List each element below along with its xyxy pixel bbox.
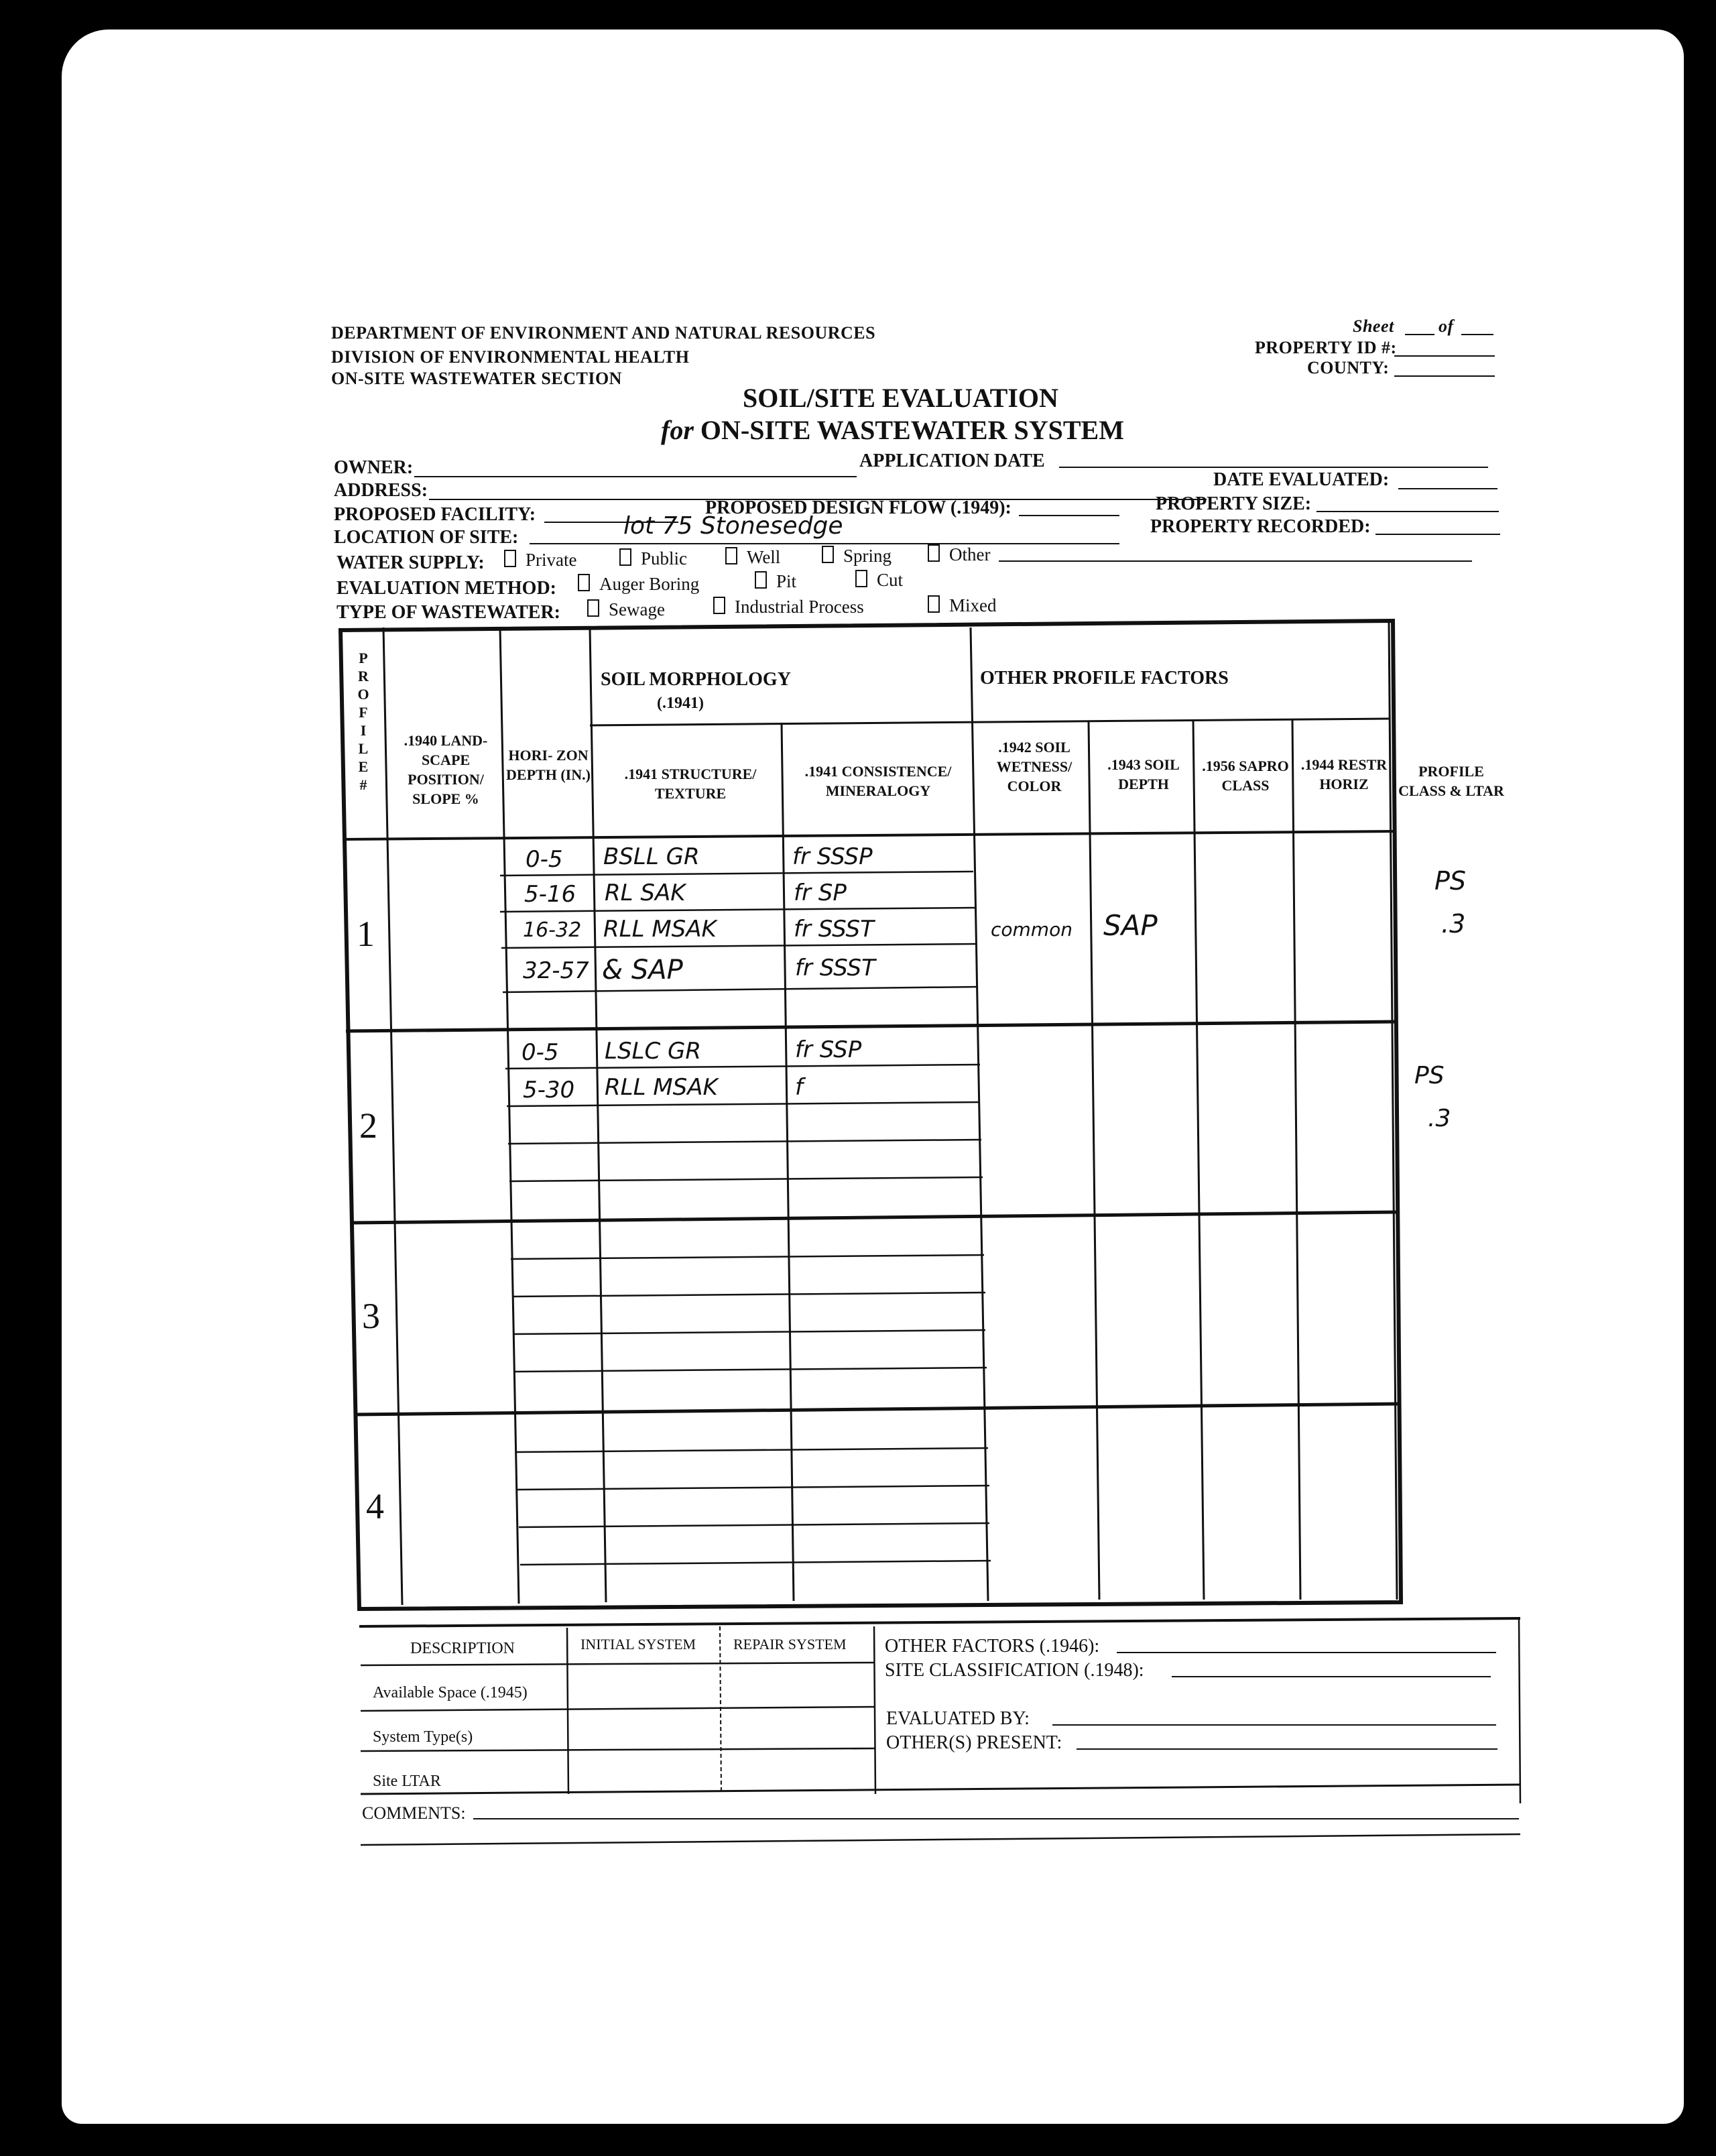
p1-row2-structure: RL SAK: [605, 880, 686, 906]
auger-boring-text: Auger Boring: [599, 574, 700, 594]
evaluation-method-label: EVALUATION METHOD:: [336, 578, 557, 599]
other-factors-label: OTHER FACTORS (.1946):: [885, 1636, 1100, 1657]
col-header-profile: [350, 649, 377, 794]
others-present-field[interactable]: [1077, 1748, 1497, 1750]
p1-row1-structure: BSLL GR: [603, 843, 700, 870]
col-header-landscape: .1940 LAND- SCAPE POSITION/ SLOPE %: [404, 732, 488, 807]
site-classification-field[interactable]: [1172, 1676, 1491, 1677]
p1-row1-depth: 0-5: [526, 846, 563, 873]
subtitle-for: for: [661, 415, 694, 445]
property-size-label: PROPERTY SIZE:: [1156, 493, 1312, 514]
bottom-row-site-ltar: Site LTAR: [373, 1773, 441, 1790]
water-well-text: Well: [747, 547, 781, 567]
mixed-text: Mixed: [949, 595, 997, 615]
bottom-row-system-type: System Type(s): [373, 1728, 473, 1746]
sheet-of-label: of: [1438, 316, 1454, 336]
location-label: LOCATION OF SITE:: [334, 527, 519, 548]
col-header-sapro: .1956 SAPRO CLASS: [1202, 758, 1289, 794]
water-private-text: Private: [526, 550, 577, 570]
p2-row2-structure: RLL MSAK: [605, 1074, 718, 1101]
pit-text: Pit: [776, 571, 797, 591]
col-line-8: [1292, 720, 1300, 1600]
design-flow-label: PROPOSED DESIGN FLOW (.1949):: [705, 497, 1012, 518]
header-bottom-line: [343, 831, 1396, 839]
col-header-consistence: .1941 CONSISTENCE/ MINERALOGY: [804, 763, 952, 799]
col-header-structure: .1941 STRUCTURE/ TEXTURE: [624, 766, 757, 802]
p2-row1-depth: 0-5: [522, 1039, 559, 1066]
bottom-row-available-space: Available Space (.1945): [373, 1684, 528, 1701]
p1-soil-depth: SAP: [1103, 909, 1158, 942]
p2-row2-depth: 5-30: [523, 1077, 575, 1103]
cut-text: Cut: [877, 570, 904, 590]
water-spring-text: Spring: [843, 546, 892, 566]
proposed-facility-label: PROPOSED FACILITY:: [334, 504, 536, 525]
county-label: COUNTY:: [1307, 358, 1390, 377]
profile-number-3: 3: [362, 1296, 380, 1336]
address-label: ADDRESS:: [334, 480, 428, 501]
bottom-repair-header: REPAIR SYSTEM: [733, 1636, 847, 1653]
bottom-top-line: [359, 1618, 1520, 1626]
p2-row1-consistence: fr SSP: [795, 1036, 862, 1063]
division-name: DIVISION OF ENVIRONMENTAL HEALTH: [331, 347, 690, 367]
water-supply-label: WATER SUPPLY:: [336, 552, 485, 573]
profile-number-1: 1: [357, 914, 375, 954]
col-header-class: PROFILE CLASS & LTAR: [1398, 763, 1504, 799]
col-header-horizon: HORI- ZON DEPTH (IN.): [506, 747, 591, 783]
p1-row3-consistence: fr SSST: [794, 916, 874, 943]
evaluated-by-field[interactable]: [1052, 1724, 1496, 1726]
date-evaluated-label: DATE EVALUATED:: [1213, 469, 1390, 490]
comments-label: COMMENTS:: [362, 1803, 466, 1823]
section-name: ON-SITE WASTEWATER SECTION: [331, 369, 622, 388]
bottom-description-header: DESCRIPTION: [410, 1640, 515, 1657]
others-present-label: OTHER(S) PRESENT:: [886, 1732, 1062, 1753]
property-id-label: PROPERTY ID #:: [1255, 338, 1397, 357]
location-value: lot 75 Stonesedge: [623, 512, 843, 540]
p1-row2-consistence: fr SP: [794, 880, 847, 906]
p1-row1-consistence: fr SSSP: [792, 843, 873, 870]
p1-row4-consistence: fr SSST: [795, 955, 875, 981]
col-line-6: [1089, 721, 1099, 1600]
application-date-label: APPLICATION DATE: [859, 451, 1045, 471]
sheet-label: Sheet: [1353, 316, 1394, 336]
col-header-restr: .1944 RESTR HORIZ: [1300, 756, 1388, 792]
profile-number-2: 2: [359, 1105, 377, 1146]
dept-name: DEPARTMENT OF ENVIRONMENT AND NATURAL RESOURCES: [331, 323, 876, 343]
group-underline: [590, 719, 1389, 725]
p1-wetness: common: [991, 918, 1072, 941]
water-public-text: Public: [641, 548, 688, 568]
type-of-wastewater-label: TYPE OF WASTEWATER:: [336, 602, 560, 623]
evaluated-by-label: EVALUATED BY:: [886, 1708, 1030, 1729]
col-line-7: [1193, 720, 1204, 1600]
form-title: SOIL/SITE EVALUATION: [743, 383, 1058, 413]
p2-row1-structure: LSLC GR: [605, 1038, 701, 1065]
p2-profile-class: PS: [1414, 1062, 1445, 1089]
col-header-depth: .1943 SOIL DEPTH: [1107, 756, 1180, 792]
p1-row3-depth: 16-32: [523, 918, 582, 942]
col-header-profile-text: P R O F I L E #: [357, 650, 369, 793]
site-classification-label: SITE CLASSIFICATION (.1948):: [885, 1660, 1144, 1681]
comments-field[interactable]: [473, 1818, 1519, 1819]
sewage-text: Sewage: [609, 599, 665, 619]
group-header-soil: SOIL MORPHOLOGY: [601, 669, 791, 690]
p1-profile-class: PS: [1434, 866, 1467, 896]
p2-ltar: .3: [1428, 1105, 1451, 1132]
profile-separator-3: [354, 1404, 1400, 1415]
other-factors-field[interactable]: [1117, 1652, 1496, 1653]
p2-row2-consistence: f: [795, 1074, 803, 1101]
profile-separator-2: [350, 1212, 1398, 1223]
p1-row4-structure: & SAP: [602, 955, 683, 985]
profile-number-4: 4: [366, 1486, 384, 1526]
p1-row4-depth: 32-57: [523, 957, 589, 984]
owner-label: OWNER:: [334, 457, 414, 478]
p1-row2-depth: 5-16: [524, 881, 576, 908]
subtitle-rest: ON-SITE WASTEWATER SYSTEM: [700, 415, 1124, 445]
property-recorded-label: PROPERTY RECORDED:: [1150, 516, 1371, 537]
p1-row3-structure: RLL MSAK: [603, 916, 717, 943]
industrial-text: Industrial Process: [735, 597, 864, 617]
water-other-text: Other: [949, 544, 991, 564]
group-header-other: OTHER PROFILE FACTORS: [980, 668, 1229, 688]
bottom-initial-header: INITIAL SYSTEM: [580, 1636, 696, 1653]
group-header-soil-code: (.1941): [657, 695, 704, 712]
p1-ltar: .3: [1441, 909, 1466, 939]
col-header-wetness: .1942 SOIL WETNESS/ COLOR: [996, 739, 1072, 794]
profile-separator-1: [346, 1022, 1397, 1031]
